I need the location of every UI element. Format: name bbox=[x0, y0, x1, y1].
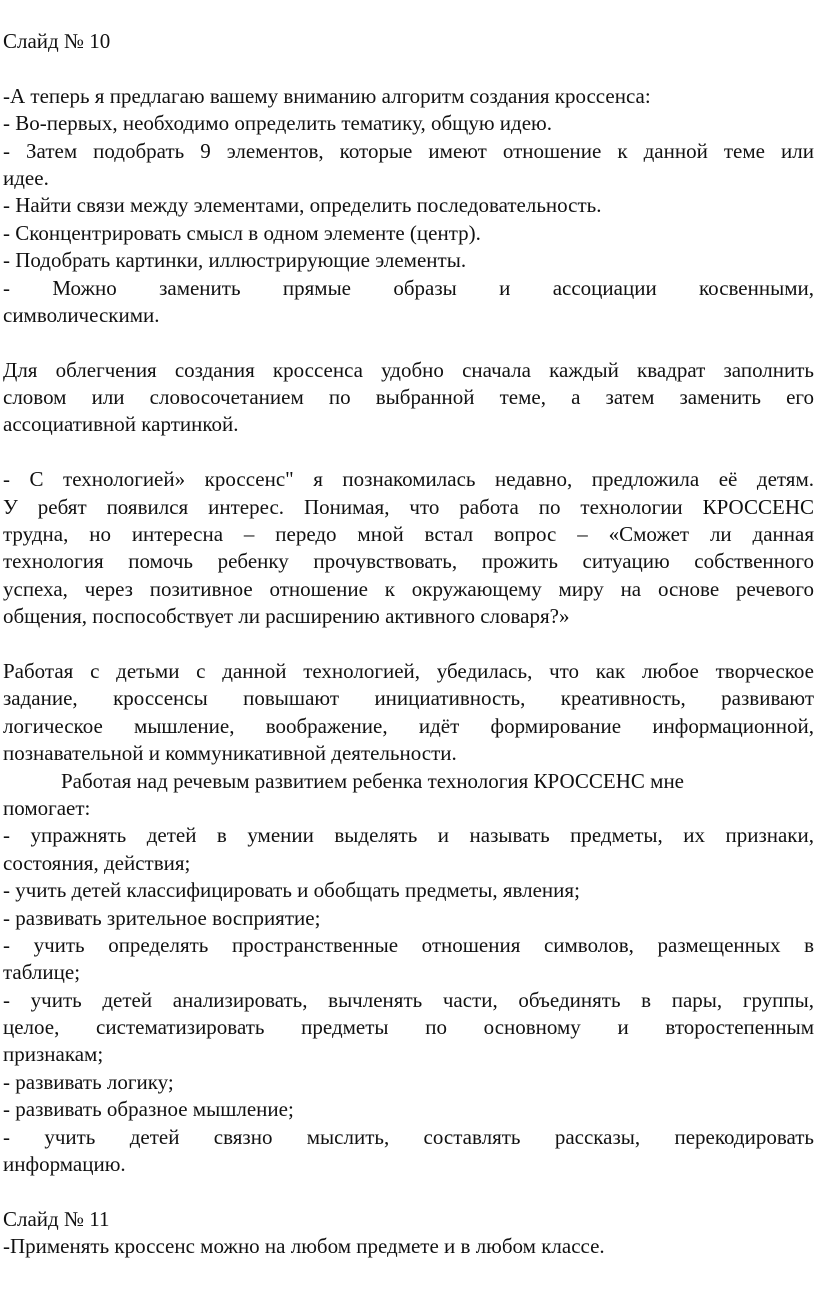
list-item: - учить определять пространственные отношения символов, размещенных в bbox=[3, 932, 814, 957]
paragraph-line: общения, поспособствует ли расширению активного словаря?» bbox=[3, 604, 570, 629]
list-item: - учить детей классифицировать и обобщать предметы, явления; bbox=[3, 878, 580, 903]
paragraph-line: трудна, но интересна – передо мной встал вопрос – «Сможет ли данная bbox=[3, 522, 814, 547]
list-item: - развивать логику; bbox=[3, 1069, 174, 1094]
technology-paragraph bbox=[3, 466, 814, 630]
work-paragraph bbox=[3, 658, 814, 768]
list-item-cont: информацию. bbox=[3, 1152, 126, 1177]
speech-section bbox=[3, 768, 814, 1179]
list-item: - упражнять детей в умении выделять и называть предметы, их признаки, bbox=[3, 823, 814, 848]
blank-line bbox=[3, 1178, 814, 1205]
algorithm-step: - Подобрать картинки, иллюстрирующие элементы. bbox=[3, 248, 467, 273]
algorithm-step: - Во-первых, необходимо определить тематику, общую идею. bbox=[3, 111, 552, 136]
paragraph-line: логическое мышление, воображение, идёт формирование информационной, bbox=[3, 713, 814, 738]
list-item: - развивать образное мышление; bbox=[3, 1097, 294, 1122]
slide-11-text: -Применять кроссенс можно на любом предмете и в любом классе. bbox=[3, 1234, 605, 1259]
blank-line bbox=[3, 55, 814, 82]
slide-11-heading: Слайд № 11 bbox=[3, 1206, 110, 1231]
list-item-cont: таблице; bbox=[3, 960, 81, 985]
paragraph-line: ассоциативной картинкой. bbox=[3, 412, 239, 437]
algorithm-step: - Можно заменить прямые образы и ассоциации косвенными, bbox=[3, 275, 814, 300]
list-item: - развивать зрительное восприятие; bbox=[3, 905, 321, 930]
paragraph-line: Работая с детьми с данной технологией, убедилась, что как любое творческое bbox=[3, 658, 814, 683]
paragraph-line: успеха, через позитивное отношение к окружающему миру на основе речевого bbox=[3, 576, 814, 601]
slide-10-heading: Слайд № 10 bbox=[3, 29, 111, 53]
paragraph-line: - С технологией» кроссенс" я познакомилась недавно, предложила её детям. bbox=[3, 467, 814, 492]
ease-paragraph bbox=[3, 357, 814, 439]
list-item-cont: признакам; bbox=[3, 1042, 104, 1067]
paragraph-line: Для облегчения создания кроссенса удобно сначала каждый квадрат заполнить bbox=[3, 357, 814, 382]
algorithm-section bbox=[3, 83, 814, 330]
blank-line bbox=[3, 329, 814, 356]
list-item-cont: целое, систематизировать предметы по основному и второстепенным bbox=[3, 1015, 814, 1040]
paragraph-line: Работая над речевым развитием ребенка технология КРОССЕНС мне bbox=[61, 768, 684, 793]
algorithm-step: - Сконцентрировать смысл в одном элементе (центр). bbox=[3, 220, 481, 245]
paragraph-line: задание, кроссенсы повышают инициативность, креативность, развивают bbox=[3, 686, 814, 711]
paragraph-line: словом или словосочетанием по выбранной теме, а затем заменить его bbox=[3, 385, 814, 410]
algorithm-step: - Найти связи между элементами, определить последовательность. bbox=[3, 193, 602, 218]
algorithm-intro: -А теперь я предлагаю вашему вниманию алгоритм создания кроссенса: bbox=[3, 83, 651, 108]
algorithm-step-cont: символическими. bbox=[3, 302, 160, 327]
paragraph-line: технология помочь ребенку прочувствовать, прожить ситуацию собственного bbox=[3, 549, 814, 574]
paragraph-line: познавательной и коммуникативной деятельности. bbox=[3, 741, 457, 766]
blank-line bbox=[3, 439, 814, 466]
list-item: - учить детей связно мыслить, составлять рассказы, перекодировать bbox=[3, 1124, 814, 1149]
paragraph-line: помогает: bbox=[3, 795, 91, 820]
algorithm-step-cont: идее. bbox=[3, 165, 49, 190]
algorithm-step: - Затем подобрать 9 элементов, которые имеют отношение к данной теме или bbox=[3, 138, 814, 163]
blank-line bbox=[3, 631, 814, 658]
list-item-cont: состояния, действия; bbox=[3, 850, 191, 875]
paragraph-line: У ребят появился интерес. Понимая, что работа по технологии КРОССЕНС bbox=[3, 494, 814, 519]
list-item: - учить детей анализировать, вычленять части, объединять в пары, группы, bbox=[3, 987, 814, 1012]
